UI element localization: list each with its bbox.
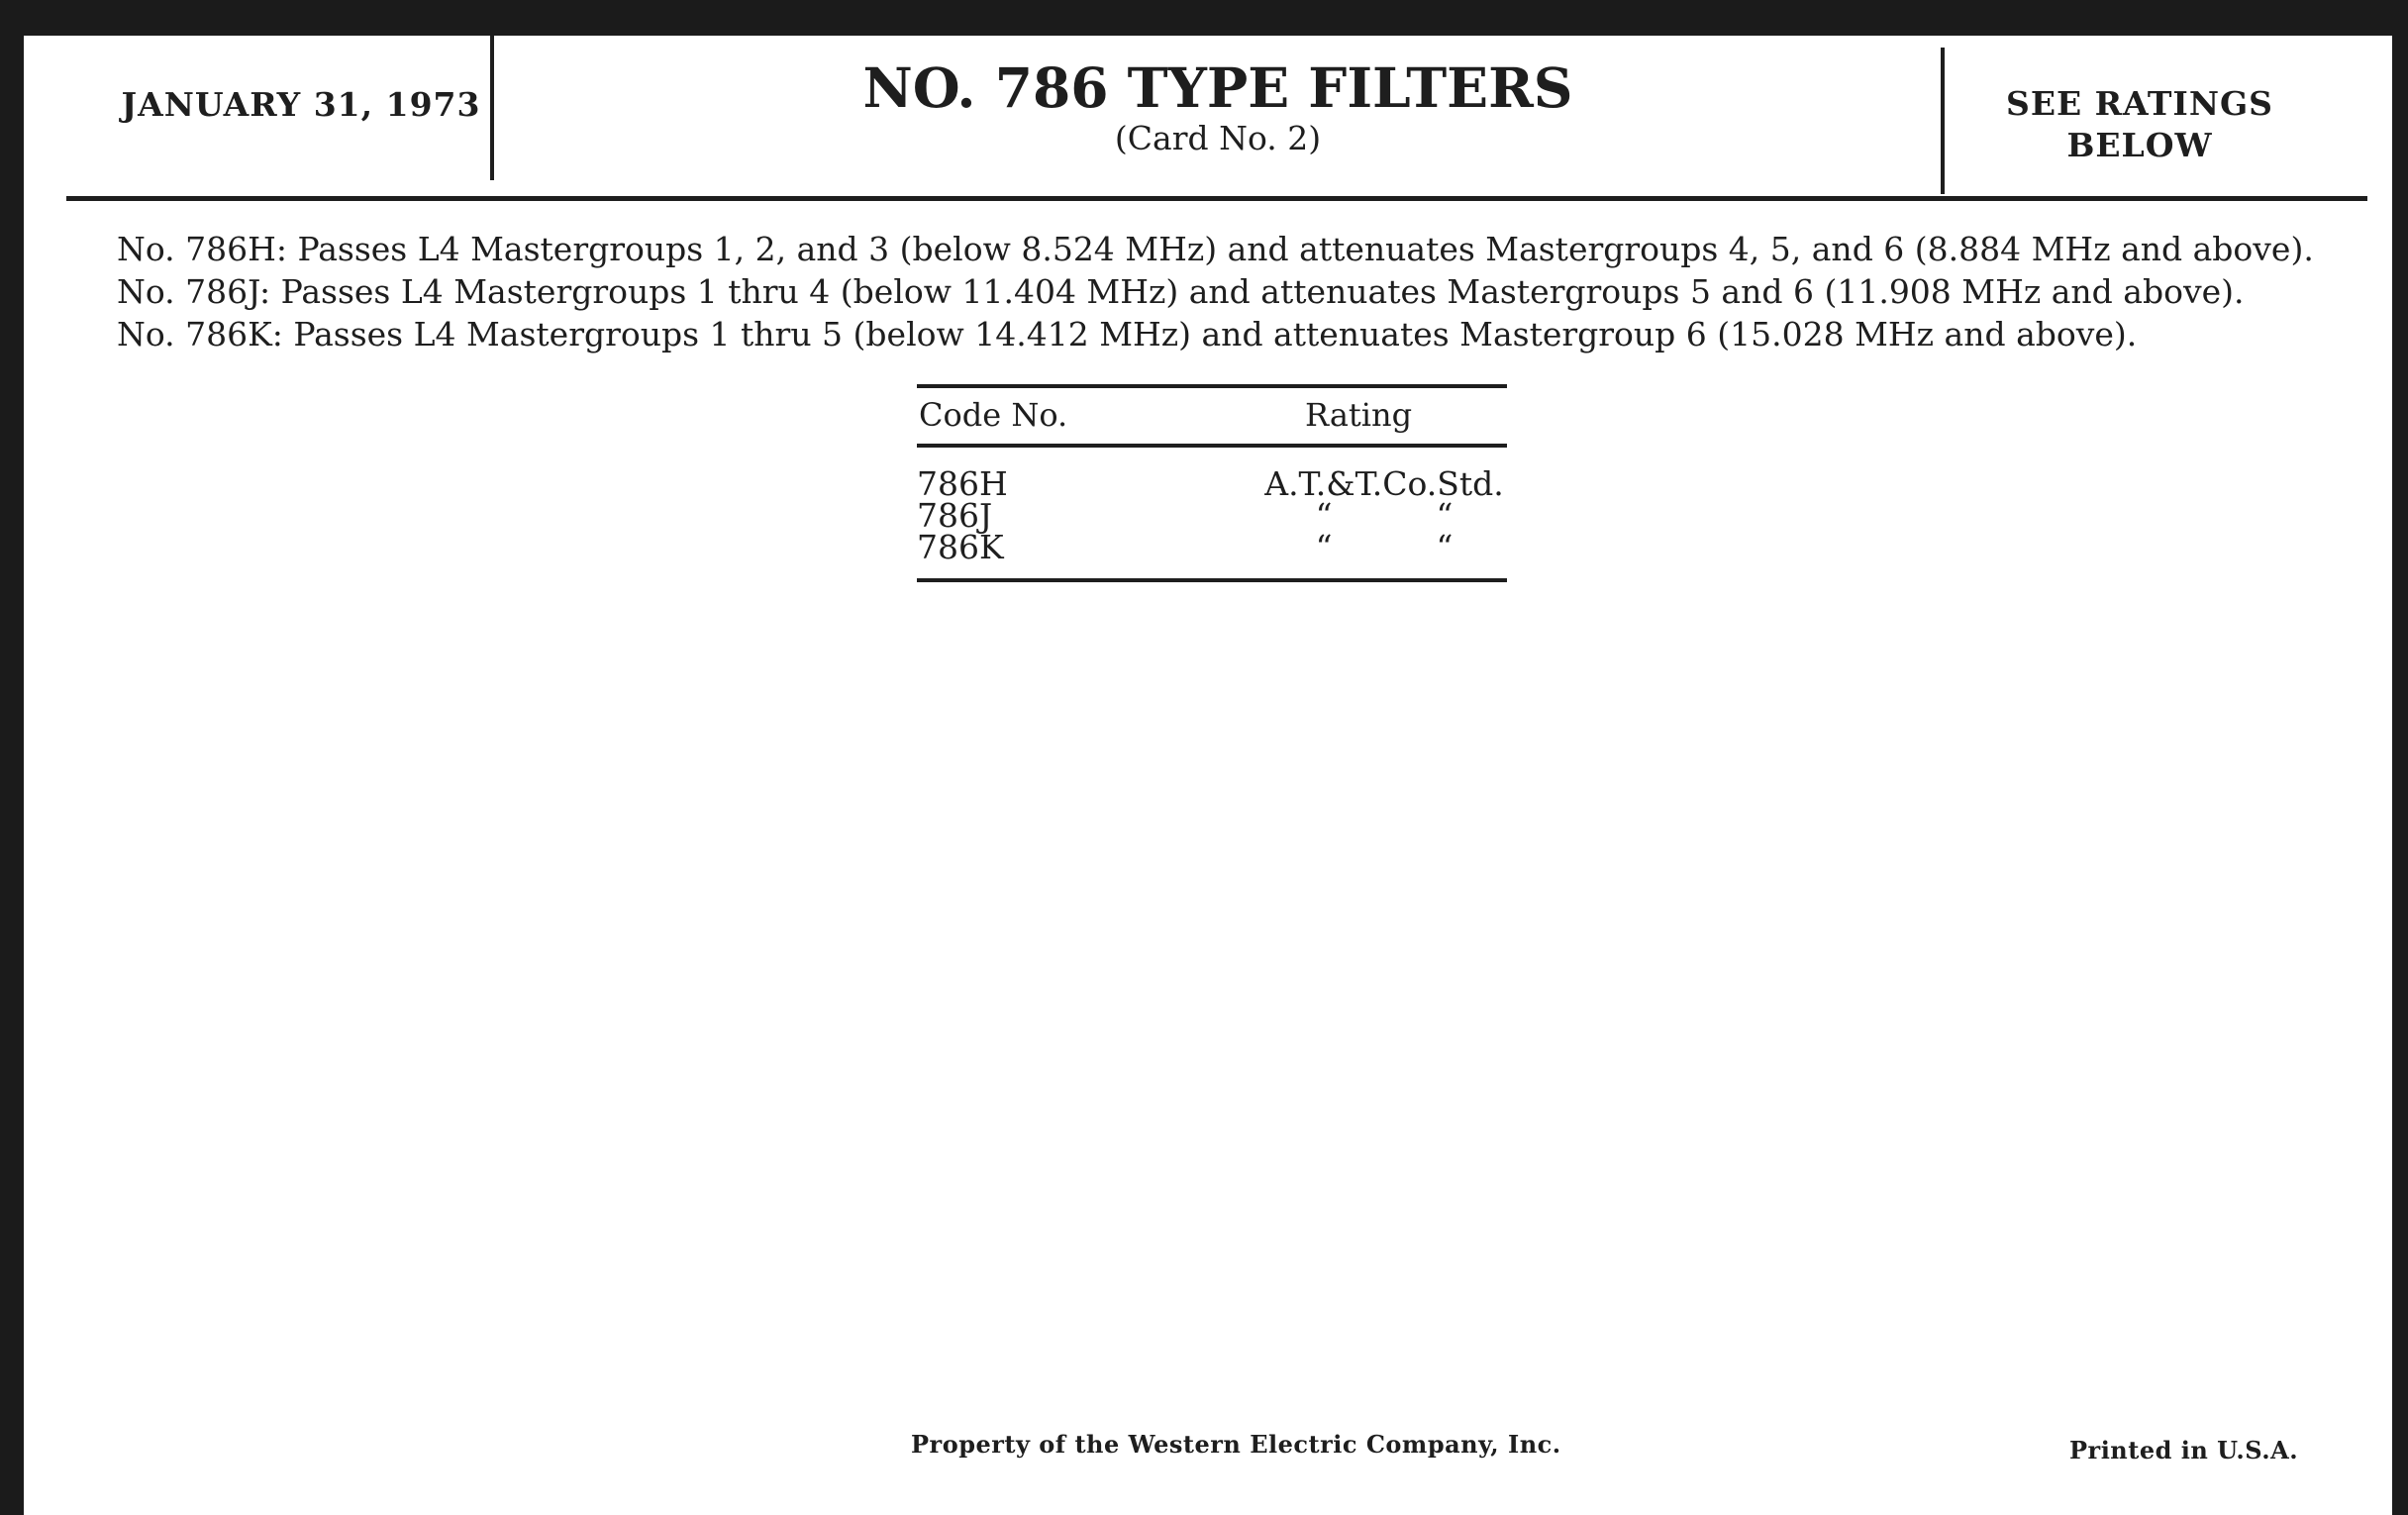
column-header-rating: Rating bbox=[1305, 396, 1413, 434]
property-notice: Property of the Western Electric Company, Inc. bbox=[911, 1430, 1561, 1459]
table-body bbox=[917, 448, 1507, 578]
description-786j: No. 786J: Passes L4 Mastergroups 1 thru 4 (below 11.404 MHz) and attenuates Mastergroups 5 and 6 (11.908 MHz and above). bbox=[117, 272, 2245, 311]
header-divider-left bbox=[490, 36, 494, 180]
issue-date: JANUARY 31, 1973 bbox=[121, 85, 481, 124]
description-786h: No. 786H: Passes L4 Mastergroups 1, 2, and 3 (below 8.524 MHz) and attenuates Mastergroups 4, 5, and 6 (8.884 MHz and above). bbox=[117, 230, 2314, 268]
table-header bbox=[917, 388, 1507, 444]
header-divider-right bbox=[1941, 48, 1945, 194]
filter-descriptions bbox=[117, 228, 2394, 355]
rating-note-line2: BELOW bbox=[2066, 126, 2213, 164]
rating-note bbox=[1947, 83, 2333, 166]
row-rating: “ “ bbox=[1315, 528, 1454, 566]
row-code: 786H bbox=[917, 464, 1008, 503]
page-title: NO. 786 TYPE FILTERS bbox=[862, 55, 1573, 120]
document-card bbox=[24, 36, 2392, 1515]
ratings-table bbox=[917, 384, 1507, 582]
printed-notice: Printed in U.S.A. bbox=[2069, 1436, 2299, 1464]
page-subtitle: (Card No. 2) bbox=[1114, 119, 1322, 157]
row-rating: “ “ bbox=[1315, 496, 1454, 535]
row-rating: A.T.&T.Co.Std. bbox=[1264, 464, 1504, 503]
row-code: 786J bbox=[917, 496, 993, 535]
table-bottom-rule bbox=[917, 578, 1507, 582]
row-code: 786K bbox=[917, 528, 1004, 566]
description-786k: No. 786K: Passes L4 Mastergroups 1 thru 5 (below 14.412 MHz) and attenuates Mastergroup 6 (15.028 MHz and above). bbox=[117, 315, 2138, 354]
rating-note-line1: SEE RATINGS bbox=[2005, 84, 2274, 123]
table-row bbox=[917, 528, 1507, 566]
column-header-code: Code No. bbox=[919, 396, 1068, 434]
header-rule bbox=[66, 196, 2367, 201]
